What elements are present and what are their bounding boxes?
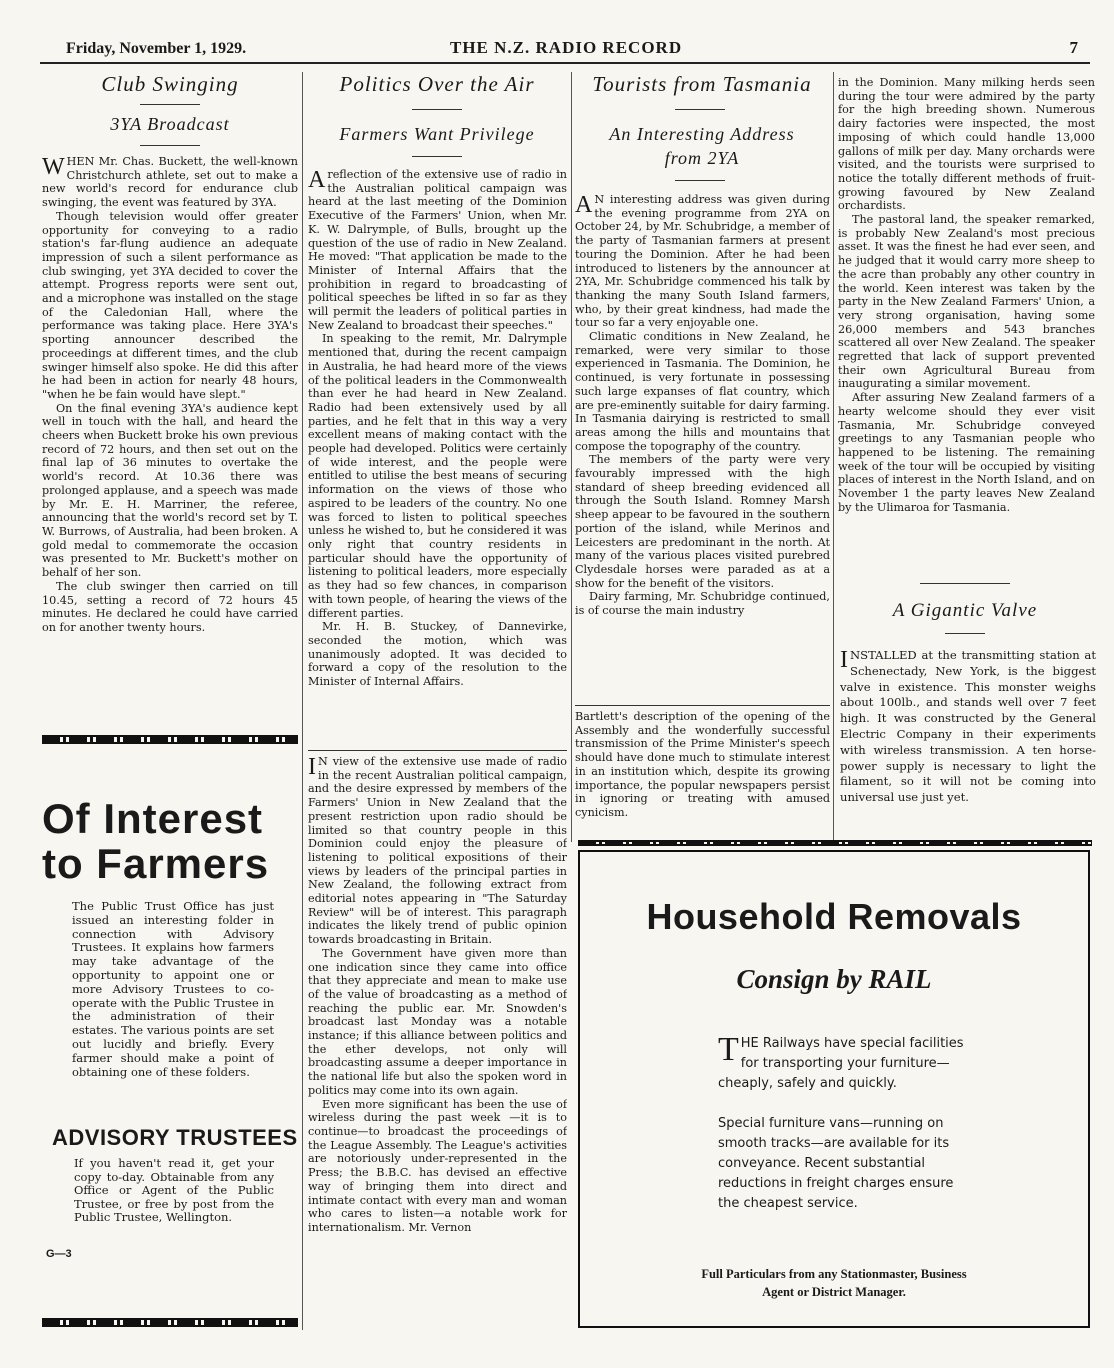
headline-rule (675, 109, 725, 110)
valve-article (840, 648, 1096, 838)
ad-paragraph: HE Railways have special facilities for transporting your furniture—cheaply, safely and quickly. (718, 1036, 964, 1091)
politics-headline: Politics Over the Air (339, 72, 535, 96)
article-rule (920, 583, 1010, 584)
drop-cap: A (308, 168, 326, 193)
club-headline: Club Swinging (101, 72, 239, 96)
tasmania-article-continued (838, 76, 1095, 572)
drop-cap: A (575, 193, 593, 218)
column-divider (302, 72, 303, 1330)
section-divider (42, 1318, 298, 1327)
section-divider (42, 735, 298, 744)
article-paragraph: reflection of the extensive use of radio in the Australian political campaign was heard at the last meeting of the Dominion Executive of the Farmers' Union, when Mr. K. W. Dalrymple, of Bulls, brought up the question of the use of radio in New Zealand. He moved: "That application be made to the Minister of Internal Affairs that the prohibition in regard to broadcasting of political speeches be lifted in so far as they will permit the leaders of political parties in New Zealand to broadcast their speeches." (308, 168, 567, 332)
tasmania-subhead-line2: from 2YA (664, 148, 740, 168)
publication-title: THE N.Z. RADIO RECORD (450, 38, 683, 57)
ad-paragraph: If you haven't read it, get your copy to-day. Obtainable from any Office or Agent of the Public Trustee, or free by post from the Public Trustee, Wellington. (74, 1157, 274, 1225)
club-article (42, 155, 298, 720)
tasmania-headline: Tourists from Tasmania (592, 72, 812, 96)
article-paragraph: Bartlett's description of the opening of the Assembly and the wonderfully successful transmission of the Prime Minister's speech should have done much to stimulate interest in an institution which, despite its growing importance, the popular newspapers persist in ignoring or treating with amused cynicism. (575, 710, 830, 819)
farmers-ad-title-line1: Of Interest (42, 795, 264, 842)
article-rule (575, 705, 830, 706)
article-paragraph: in the Dominion. Many milking herds seen during the tour were admired by the party for the high breeding shown. Numerous dairy factories were inspected, the most imposing of which could handle 13,000 gallons of milk per day. Many orchards were visited, and the tourists were surprised to notice the totally different methods of fruit-growing favoured by New Zealand orchardists. (838, 76, 1095, 213)
ad-paragraph: The Public Trust Office has just issued an interesting folder in connection with Advisory Trustees. It explains how farmers may take advantage of the opportunity to appoint one or more Advisory Trustees to co-operate with the Public Trustee in the administration of their estates. The various points are set out lucidly and briefly. Every farmer should make a point of obtaining one of these folders. (72, 900, 274, 1079)
article-paragraph: HEN Mr. Chas. Buckett, the well-known Christchurch athlete, set out to make a new world's record for endurance club swinging, the event was featured by 3YA. (42, 155, 298, 210)
section-divider (578, 840, 1092, 846)
headline-rule (675, 180, 725, 181)
politics-article (308, 168, 567, 746)
politics-article-continued (308, 755, 567, 1327)
article-paragraph: Mr. H. B. Stuckey, of Dannevirke, seconded the motion, which was unanimously adopted. It was decided to forward a copy of the resolution to the Minister of Internal Affairs. (308, 620, 567, 689)
article-paragraph: NSTALLED at the transmitting station at Schenectady, New York, is the biggest valve in existence. This monster weighs about 100lb., and stands well over 7 feet high. It was constructed by the General Electric Company in their experiments with wireless transmission. A ten horse-power supply is necessary to light the filament, so it will not be coming into universal use just yet. (840, 648, 1096, 805)
drop-cap: I (840, 648, 848, 673)
article-paragraph: N view of the extensive use made of radio in the recent Australian political campaign, and the desire expressed by members of the Farmers' Union in New Zealand that the present restriction upon radio should be limited so that country people in this Dominion could enjoy the pleasure of listening to political expositions of their views by leaders of the principal parties in New Zealand, the following extract from editorial notes appearing in "The Saturday Review" will be of interest. This paragraph indicates the likely trend of public opinion towards broadcasting in Britain. (308, 755, 567, 947)
politics-subhead: Farmers Want Privilege (339, 124, 535, 144)
article-paragraph: The Government have given more than one indication since they came into office that they appreciate and mean to make use of the value of broadcasting as a method of reaching the public ear. Mr. Snowden's broadcast last Monday was a notable instance; if this alliance between politics and the ether develops, not only will broadcasting assume a deeper importance in the national life but also the spoken word in politics may come into its own again. (308, 946, 567, 1097)
farmers-ad-title-line2: to Farmers (42, 840, 270, 887)
masthead (40, 38, 1090, 64)
article-paragraph: Even more significant has been the use of wireless during the past week —it is to continue—to broadcast the proceedings of the League Assembly. The League's activities are notoriously under-represented in the Press; the B.B.C. has devised an effective way of bringing them into direct and intimate contact with every man and woman who cares to listen—a notable work for internationalism. Mr. Vernon (308, 1097, 567, 1234)
article-paragraph: N interesting address was given during the evening programme from 2YA on October 24, by Mr. Schubridge, a member of the party of Tasmanian farmers at present touring the Dominion. After he had been introduced to listeners by the announcer at 2YA, Mr. Schubridge commenced his talk by thanking the many South Island farmers, who, by their great kindness, had made the tour so far a very enjoyable one. (575, 193, 830, 330)
headline-rule (140, 104, 200, 105)
ad-code: G—3 (46, 1248, 72, 1260)
ad-paragraph: Special furniture vans—running on smooth tracks—are available for its conveyance. Recent substantial reductions in freight charges ensure the cheapest service. (718, 1116, 954, 1211)
article-paragraph: The club swinger then carried on till 10.45, setting a record of 72 hours 45 minutes. He declared he could have carried on for another twenty hours. (42, 579, 298, 634)
article-paragraph: Dairy farming, Mr. Schubridge continued, is of course the main industry (575, 590, 830, 618)
article-paragraph: Climatic conditions in New Zealand, he remarked, were very similar to those experienced in Tasmania. The Dominion, he continued, is very fortunate in possessing such large expanses of flat country, which are pre-eminently suitable for dairy farming. In Tasmania dairying is restricted to small areas among the hills and mountains that compose the topography of the country. (575, 330, 830, 453)
article-paragraph: The pastoral land, the speaker remarked, is probably New Zealand's most precious asset. It was the finest he had ever seen, and he judged that it would carry more sheep to the acre than probably any other country in the world. Keen interest was taken by the party in the New Zealand Farmers' Union, a very strong organisation, having some 26,000 members and 543 branches scattered all over New Zealand. The speaker regretted that lack of support prevented their own Agricultural Bureau from inaugurating a similar movement. (838, 213, 1095, 391)
headline-rule (412, 156, 462, 157)
club-subhead: 3YA Broadcast (110, 114, 230, 134)
column-divider (833, 72, 834, 842)
tasmania-subhead-line1: An Interesting Address (609, 124, 795, 144)
headline-rule (140, 145, 200, 146)
rail-ad-subtitle: Consign by RAIL (736, 964, 932, 994)
article-rule (308, 750, 567, 751)
bartlett-paragraph (575, 710, 830, 838)
rail-ad-title: Household Removals (646, 896, 1022, 937)
drop-cap: I (308, 755, 316, 780)
rail-ad-body (718, 1031, 968, 1214)
rail-ad-footer-line1: Full Particulars from any Stationmaster, Business (701, 1267, 967, 1281)
article-paragraph: On the final evening 3YA's audience kept well in touch with the hall, and heard the cheers when Buckett broke his own previous record of 72 hours, and then set out on the final lap of 36 minutes to overtake the world's record. At 10.36 there was prolonged applause, and a speech was made by Mr. E. H. Marriner, the referee, announcing that the world's record set by T. W. Burrows, of Australia, had been broken. A gold medal to commemorate the occasion was presented to Mr. Buckett's mother on behalf of her son. (42, 401, 298, 580)
rail-advertisement (578, 850, 1090, 1328)
valve-headline: A Gigantic Valve (892, 600, 1038, 621)
page-number: 7 (1069, 38, 1078, 57)
headline-rule (945, 633, 985, 634)
article-paragraph: After assuring New Zealand farmers of a hearty welcome should they ever visit Tasmania, Mr. Schubridge conveyed greetings to any Tasmanian people who happened to be listening. The remaining week of the tour will be occupied by visiting places of interest in the North Island, and on November 1 the party leaves New Zealand by the Ulimaroa for Tasmania. (838, 391, 1095, 514)
issue-date: Friday, November 1, 1929. (66, 40, 247, 57)
drop-cap: T (718, 1031, 739, 1068)
drop-cap: W (42, 155, 65, 180)
article-paragraph: The members of the party were very favourably impressed with the high standard of sheep breeding evidenced all through the South Island. Romney Marsh sheep appear to be favoured in the southern portion of the island, while Merinos and Leicesters are predominant in the north. At many of the various places visited purebred Clydesdale horses were paraded as at a show for the benefit of the visitors. (575, 453, 830, 590)
advisory-trustees-heading: ADVISORY TRUSTEES (52, 1125, 298, 1150)
headline-rule (412, 109, 462, 110)
article-paragraph: Though television would offer greater opportunity for conveying to a radio station's far-flung audience an adequate impression of such a silent performance as club swinging, yet 3YA decided to cover the attempt. Progress reports were sent out, and a microphone was installed on the stage of the Caledonian Hall, where the performance was taking place. Here 3YA's sporting announcer described the proceedings at different times, and the club swinger himself also spoke. He did this after he had been in action for nearly 48 hours, "when he be fain would have slept." (42, 209, 298, 401)
farmers-ad-callout (74, 1157, 274, 1242)
article-paragraph: In speaking to the remit, Mr. Dalrymple mentioned that, during the recent campaign in Australia, he had heard more of the views of the political leaders in the Commonwealth than ever he had heard in New Zealand. Radio had been extensively used by all parties, and he felt that in this way a very excellent means of making contact with the people had developed. Politics were certainly of wide interest, and the people were entitled to utilise the best means of securing information on the views of those who aspired to be leaders of the country. No one was forced to listen to political speeches unless he wished to, but he considered it was only right that country residents in particular should have the opportunity of listening to political leaders, more especially as they had so few chances, in comparison with town people, of hearing the views of the different parties. (308, 332, 567, 620)
column-divider (571, 72, 572, 842)
farmers-ad-body (72, 900, 274, 1115)
tasmania-article (575, 193, 830, 698)
rail-ad-footer-line2: Agent or District Manager. (762, 1285, 906, 1299)
